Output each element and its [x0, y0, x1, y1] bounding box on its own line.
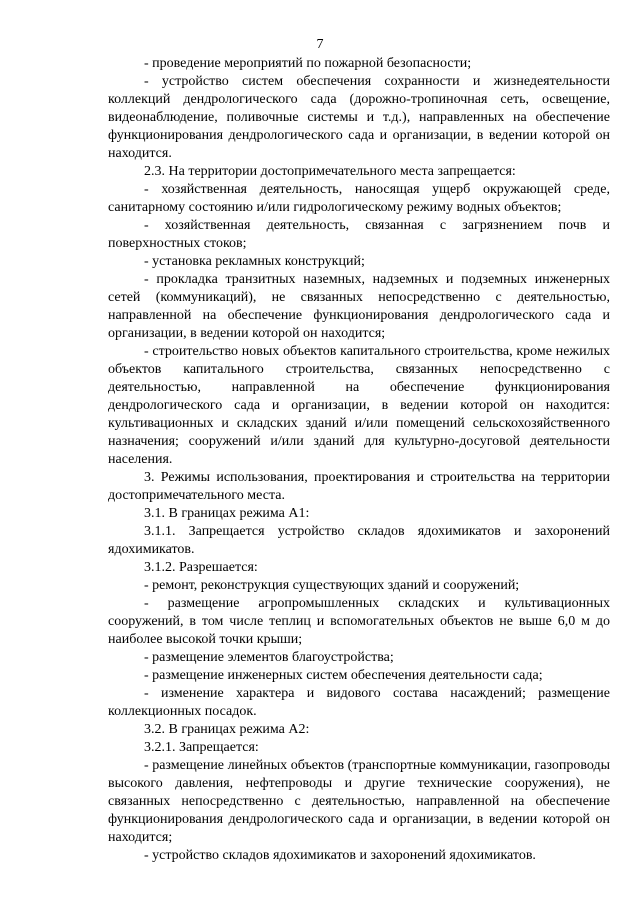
section-heading: 3.2. В границах режима А2:: [144, 722, 310, 737]
paragraph: - устройство систем обеспечения сохранности и жизнедеятельности коллекций дендрологического сада (дорожно-тропиночная сеть, освещение, видеонаблюдение, поливочные системы и т.д.), направленных на обеспечение функционирования дендрологического сада и организации, в ведении которой он находится.: [108, 74, 610, 161]
paragraph: - размещение агропромышленных складских и культивационных сооружений, в том числе теплиц и вспомогательных объектов не выше 6,0 м до наиболее высокой точки крыши;: [108, 596, 610, 647]
paragraph: 3.1.1. Запрещается устройство складов ядохимикатов и захоронений ядохимикатов.: [108, 524, 610, 557]
paragraph: - хозяйственная деятельность, связанная с загрязнением почв и поверхностных стоков;: [108, 218, 610, 251]
paragraph: - хозяйственная деятельность, наносящая ущерб окружающей среде, санитарному состоянию и/или гидрологическому режиму водных объектов;: [108, 182, 610, 215]
paragraph: - ремонт, реконструкция существующих зданий и сооружений;: [144, 578, 520, 593]
page-body: [108, 55, 610, 865]
section-heading: 3.1. В границах режима А1:: [144, 506, 310, 521]
paragraph: - установка рекламных конструкций;: [144, 254, 365, 269]
paragraph: - размещение инженерных систем обеспечения деятельности сада;: [144, 668, 543, 683]
section-heading: 3.1.2. Разрешается:: [144, 560, 258, 575]
paragraph: - прокладка транзитных наземных, надземных и подземных инженерных сетей (коммуникаций), не связанных непосредственно с деятельностью, направленной на обеспечение функционирования дендрологического сада и организации, в ведении которой он находится;: [108, 272, 610, 341]
section-heading: 3. Режимы использования, проектирования и строительства на территории достопримечательного места.: [108, 470, 610, 503]
paragraph: - проведение мероприятий по пожарной безопасности;: [144, 56, 472, 71]
paragraph: - изменение характера и видового состава насаждений; размещение коллекционных посадок.: [108, 686, 610, 719]
paragraph: - размещение линейных объектов (транспортные коммуникации, газопроводы высокого давления, нефтепроводы и другие технические сооружения), не связанных непосредственно с деятельностью, направленной на обеспечение функционирования дендрологического сада и организации, в ведении которой он находится;: [108, 758, 610, 845]
page-number: 7: [316, 37, 324, 52]
section-heading: 2.3. На территории достопримечательного места запрещается:: [144, 164, 516, 179]
section-heading: 3.2.1. Запрещается:: [144, 740, 259, 755]
paragraph: - устройство складов ядохимикатов и захоронений ядохимикатов.: [144, 848, 536, 863]
paragraph: - строительство новых объектов капитального строительства, кроме нежилых объектов капитального строительства, связанных непосредственно с деятельностью, направленной на обеспечение функционирования дендрологического сада и организации, в ведении которой он находится: культивационных и складских зданий и/или помещений сельскохозяйственного назначения; сооружений и/или зданий для культурно-досуговой деятельности населения.: [108, 344, 610, 467]
paragraph: - размещение элементов благоустройства;: [144, 650, 394, 665]
